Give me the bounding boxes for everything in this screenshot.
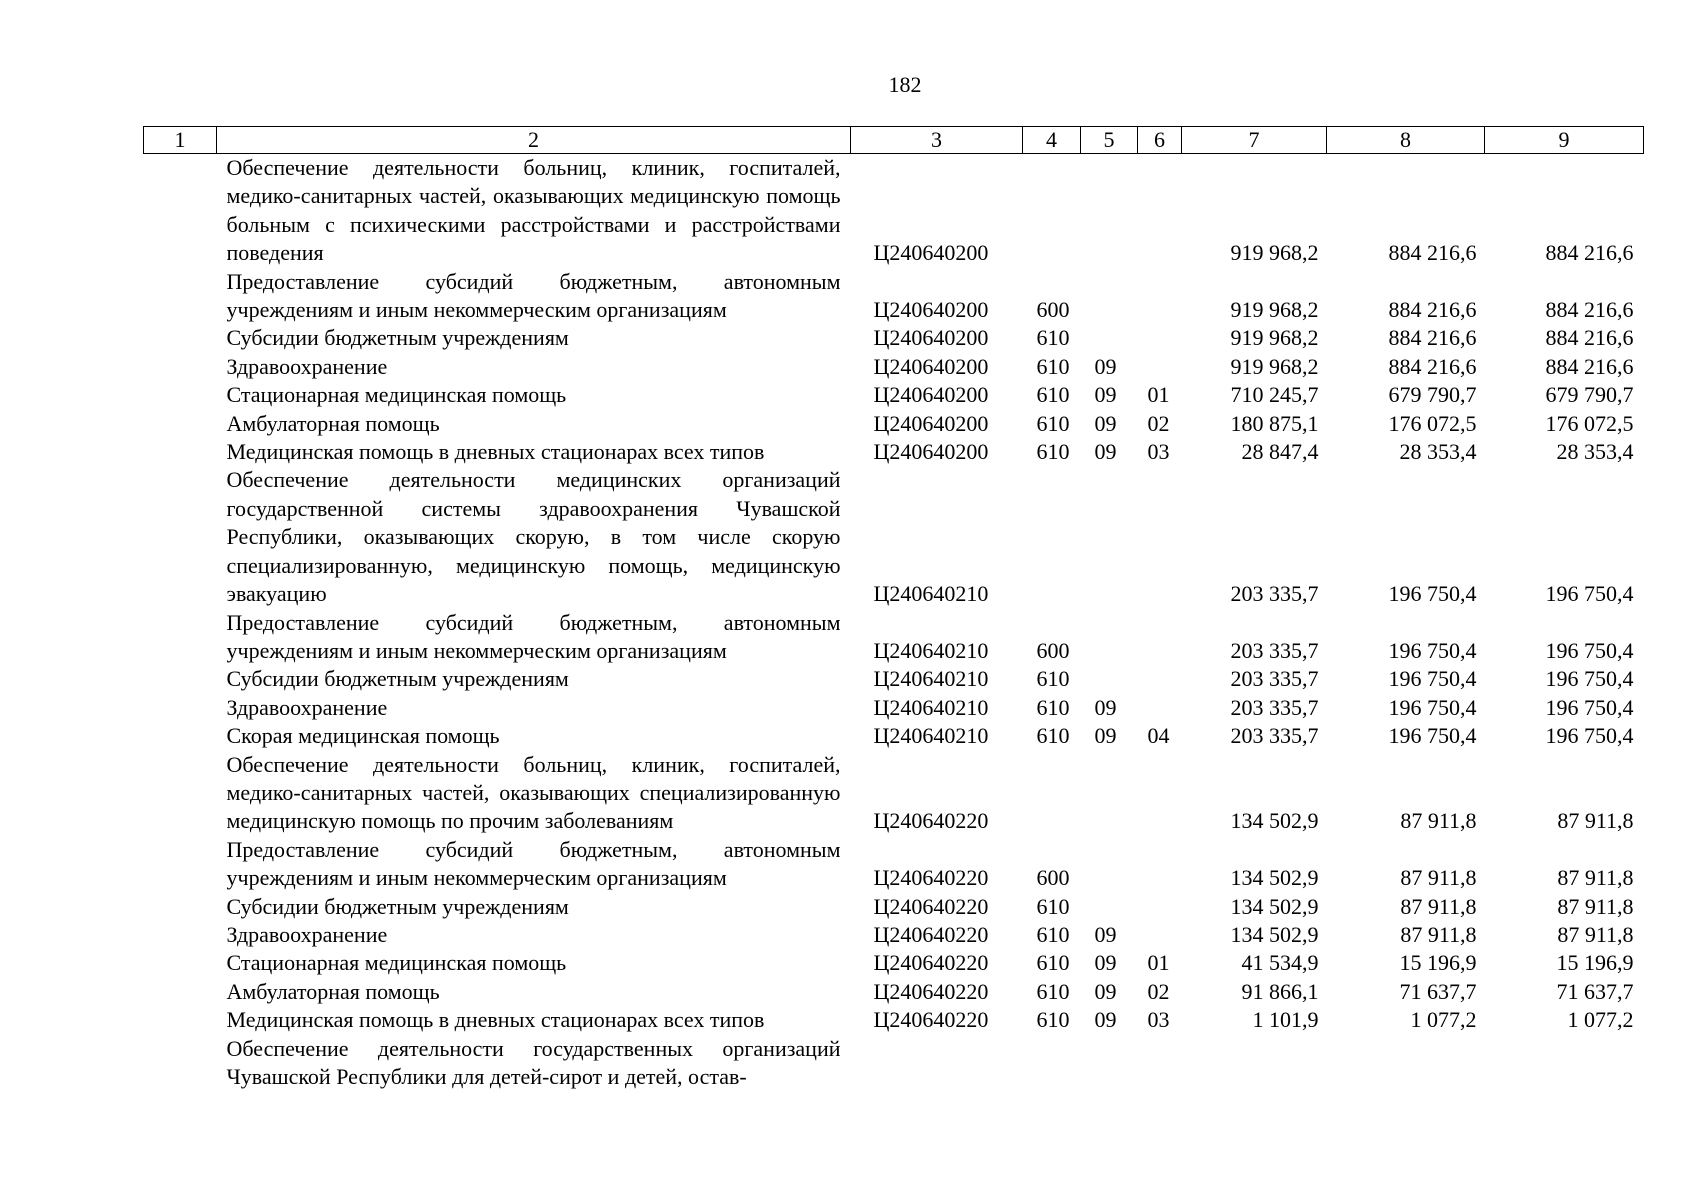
row-col-5 [1081, 324, 1138, 352]
row-description: Стационарная медицинская помощь [226, 950, 567, 976]
row-value-8: 71 637,7 [1399, 978, 1477, 1004]
table-row [144, 893, 1644, 921]
cell-col-1 [144, 410, 217, 438]
row-col-5: 09 [1094, 410, 1117, 436]
row-col-6 [1138, 893, 1182, 921]
row-value-7: 180 875,1 [1230, 410, 1319, 436]
row-col-5 [1081, 893, 1138, 921]
row-col-6: 02 [1147, 978, 1170, 1004]
row-value-9: 87 911,8 [1557, 808, 1634, 834]
row-value-9: 87 911,8 [1557, 893, 1634, 919]
cell-col-1 [144, 1006, 217, 1034]
table-row [144, 1035, 1644, 1092]
row-code: Ц240640210 [873, 723, 989, 749]
row-col-6 [1138, 324, 1182, 352]
page-number: 182 [888, 72, 922, 97]
row-value-7: 919 968,2 [1230, 353, 1319, 379]
row-col-5 [1081, 1035, 1138, 1092]
cell-col-1 [144, 268, 217, 325]
row-value-8: 87 911,8 [1400, 865, 1477, 891]
row-value-8: 87 911,8 [1400, 921, 1477, 947]
header-col-3: 3 [851, 127, 1023, 154]
row-description: Обеспечение деятельности больниц, клиник, госпиталей, медико-санитарных частей, оказывающих специализированную медицинскую помощь по прочим заболеваниям [226, 751, 841, 834]
table-row [144, 978, 1644, 1006]
row-value-7: 203 335,7 [1230, 666, 1319, 692]
row-col-5: 09 [1094, 382, 1117, 408]
row-value-8: 884 216,6 [1388, 325, 1477, 351]
row-value-9: 176 072,5 [1545, 410, 1634, 436]
cell-col-1 [144, 381, 217, 409]
row-col-5 [1081, 609, 1138, 666]
row-value-9: 196 750,4 [1545, 637, 1634, 663]
row-col-4: 610 [1036, 410, 1070, 436]
table-header [144, 127, 1644, 154]
header-col-7: 7 [1182, 127, 1327, 154]
row-col-6 [1138, 353, 1182, 381]
row-col-4: 610 [1036, 921, 1070, 947]
row-code: Ц240640200 [873, 382, 989, 408]
row-description: Амбулаторная помощь [226, 978, 440, 1004]
table-row [144, 466, 1644, 608]
row-code: Ц240640210 [873, 666, 989, 692]
cell-col-1 [144, 438, 217, 466]
row-value-9: 15 196,9 [1556, 950, 1634, 976]
row-description: Амбулаторная помощь [226, 410, 440, 436]
row-value-8: 28 353,4 [1399, 439, 1477, 465]
table-row [144, 1006, 1644, 1034]
cell-col-1 [144, 665, 217, 693]
row-col-4 [1023, 154, 1081, 268]
cell-col-1 [144, 978, 217, 1006]
row-code: Ц240640220 [873, 978, 989, 1004]
row-col-6 [1138, 836, 1182, 893]
row-value-9: 1 077,2 [1567, 1007, 1634, 1033]
row-col-5 [1081, 154, 1138, 268]
header-row [144, 127, 1644, 154]
row-value-8: 15 196,9 [1399, 950, 1477, 976]
row-value-8: 87 911,8 [1400, 808, 1477, 834]
row-col-6: 03 [1147, 1007, 1170, 1033]
row-col-6: 02 [1147, 410, 1170, 436]
row-code: Ц240640210 [873, 694, 989, 720]
row-col-4: 600 [1036, 865, 1070, 891]
row-description: Обеспечение деятельности больниц, клиник, госпиталей, медико-санитарных частей, оказывающих медицинскую помощь больным с психическими расстройствами и расстройствами поведения [226, 155, 841, 266]
row-col-4: 610 [1036, 1007, 1070, 1033]
row-col-4: 610 [1036, 382, 1070, 408]
header-col-6: 6 [1138, 127, 1182, 154]
row-code: Ц240640200 [873, 353, 989, 379]
row-code: Ц240640220 [873, 893, 989, 919]
row-value-8: 176 072,5 [1388, 410, 1477, 436]
table-row [144, 268, 1644, 325]
row-description: Субсидии бюджетным учреждениям [226, 893, 569, 919]
row-code [851, 1035, 1023, 1092]
row-code: Ц240640220 [873, 808, 989, 834]
row-description: Обеспечение деятельности медицинских организаций государственной системы здравоохранения Чувашской Республики, оказывающих скорую, в том числе скорую специализированную, медицинскую помощь, медицинскую эвакуацию [226, 467, 841, 607]
row-value-8: 884 216,6 [1388, 353, 1477, 379]
row-value-9: 196 750,4 [1545, 666, 1634, 692]
row-value-8: 196 750,4 [1388, 694, 1477, 720]
row-code: Ц240640220 [873, 1007, 989, 1033]
row-col-5 [1081, 836, 1138, 893]
budget-table-wrapper [143, 126, 1643, 1091]
row-value-9: 196 750,4 [1545, 694, 1634, 720]
row-col-6 [1138, 466, 1182, 608]
row-description: Предоставление субсидий бюджетным, автономным учреждениям и иным некоммерческим организациям [226, 836, 841, 891]
row-code: Ц240640220 [873, 921, 989, 947]
table-row [144, 921, 1644, 949]
row-value-7: 203 335,7 [1230, 723, 1319, 749]
table-row [144, 751, 1644, 836]
row-col-4 [1023, 751, 1081, 836]
row-value-8: 884 216,6 [1388, 297, 1477, 323]
row-col-4: 610 [1036, 666, 1070, 692]
row-col-4 [1023, 1035, 1081, 1092]
row-col-5: 09 [1094, 950, 1117, 976]
row-col-5: 09 [1094, 978, 1117, 1004]
row-code: Ц240640200 [873, 297, 989, 323]
row-description: Предоставление субсидий бюджетным, автономным учреждениям и иным некоммерческим организациям [226, 609, 841, 663]
row-value-9: 87 911,8 [1557, 865, 1634, 891]
row-col-5: 09 [1094, 439, 1117, 465]
cell-col-1 [144, 154, 217, 268]
row-col-5 [1081, 665, 1138, 693]
table-row [144, 381, 1644, 409]
cell-col-1 [144, 893, 217, 921]
row-col-6 [1138, 751, 1182, 836]
row-code: Ц240640200 [873, 325, 989, 351]
row-value-7: 203 335,7 [1230, 694, 1319, 720]
row-col-4: 610 [1036, 694, 1070, 720]
row-code: Ц240640210 [873, 581, 989, 607]
row-code: Ц240640200 [873, 240, 989, 266]
table-row [144, 722, 1644, 750]
header-col-8: 8 [1327, 127, 1485, 154]
row-col-6: 03 [1147, 439, 1170, 465]
row-value-8: 884 216,6 [1388, 240, 1477, 266]
row-value-7: 134 502,9 [1230, 893, 1319, 919]
row-description: Медицинская помощь в дневных стационарах всех типов [226, 439, 765, 465]
row-value-7: 134 502,9 [1230, 865, 1319, 891]
row-value-9: 28 353,4 [1556, 439, 1634, 465]
row-col-6 [1138, 694, 1182, 722]
row-value-7: 91 866,1 [1241, 978, 1319, 1004]
header-col-9: 9 [1485, 127, 1644, 154]
row-col-4: 610 [1036, 439, 1070, 465]
row-col-5: 09 [1094, 353, 1117, 379]
row-col-5 [1081, 466, 1138, 608]
row-value-9: 196 750,4 [1545, 581, 1634, 607]
row-value-8: 87 911,8 [1400, 893, 1477, 919]
row-code: Ц240640200 [873, 410, 989, 436]
cell-col-1 [144, 694, 217, 722]
row-description: Обеспечение деятельности государственных организаций Чувашской Республики для детей-сирот и детей, остав- [226, 1035, 841, 1089]
row-col-6 [1138, 921, 1182, 949]
row-col-6: 04 [1147, 723, 1170, 749]
row-value-7 [1182, 1035, 1327, 1092]
row-col-4: 600 [1036, 637, 1070, 663]
row-description: Здравоохранение [226, 921, 388, 947]
cell-col-1 [144, 751, 217, 836]
row-col-5 [1081, 751, 1138, 836]
row-value-8: 196 750,4 [1388, 637, 1477, 663]
header-col-1: 1 [144, 127, 217, 154]
row-value-9: 196 750,4 [1545, 723, 1634, 749]
row-col-4: 610 [1036, 723, 1070, 749]
row-code: Ц240640200 [873, 439, 989, 465]
row-col-5: 09 [1094, 723, 1117, 749]
row-value-9: 679 790,7 [1545, 382, 1634, 408]
cell-col-1 [144, 353, 217, 381]
cell-col-1 [144, 949, 217, 977]
row-value-7: 710 245,7 [1230, 382, 1319, 408]
row-description: Здравоохранение [226, 694, 388, 720]
budget-table [143, 126, 1644, 1091]
row-value-9: 884 216,6 [1545, 240, 1634, 266]
table-row [144, 324, 1644, 352]
row-col-6 [1138, 665, 1182, 693]
row-value-9: 884 216,6 [1545, 353, 1634, 379]
table-row [144, 410, 1644, 438]
cell-col-1 [144, 921, 217, 949]
row-col-4: 600 [1036, 297, 1070, 323]
table-row [144, 949, 1644, 977]
row-value-9: 884 216,6 [1545, 297, 1634, 323]
row-col-5: 09 [1094, 921, 1117, 947]
row-description: Здравоохранение [226, 353, 388, 379]
row-value-8: 196 750,4 [1388, 723, 1477, 749]
row-description: Медицинская помощь в дневных стационарах всех типов [226, 1007, 765, 1033]
table-row [144, 694, 1644, 722]
row-col-4: 610 [1036, 893, 1070, 919]
row-col-6: 01 [1147, 950, 1170, 976]
row-code: Ц240640220 [873, 950, 989, 976]
table-row [144, 609, 1644, 666]
row-col-6 [1138, 609, 1182, 666]
row-value-8: 1 077,2 [1410, 1007, 1477, 1033]
row-value-8 [1327, 1035, 1485, 1092]
header-col-4: 4 [1023, 127, 1081, 154]
table-body [144, 154, 1644, 1092]
row-description: Стационарная медицинская помощь [226, 382, 567, 408]
row-description: Субсидии бюджетным учреждениям [226, 325, 569, 351]
row-value-7: 203 335,7 [1230, 637, 1319, 663]
row-col-5: 09 [1094, 1007, 1117, 1033]
row-value-8: 679 790,7 [1388, 382, 1477, 408]
row-value-9: 87 911,8 [1557, 921, 1634, 947]
row-value-7: 1 101,9 [1252, 1007, 1319, 1033]
row-col-4: 610 [1036, 325, 1070, 351]
row-value-9 [1485, 1035, 1644, 1092]
row-value-7: 919 968,2 [1230, 297, 1319, 323]
table-row [144, 438, 1644, 466]
row-col-6: 01 [1147, 382, 1170, 408]
row-col-4: 610 [1036, 978, 1070, 1004]
cell-col-1 [144, 609, 217, 666]
row-col-4: 610 [1036, 950, 1070, 976]
row-value-7: 134 502,9 [1230, 921, 1319, 947]
row-value-7: 28 847,4 [1241, 439, 1319, 465]
row-col-4: 610 [1036, 353, 1070, 379]
row-value-8: 196 750,4 [1388, 666, 1477, 692]
cell-col-1 [144, 722, 217, 750]
table-row [144, 154, 1644, 268]
table-row [144, 836, 1644, 893]
cell-col-1 [144, 324, 217, 352]
row-value-8: 196 750,4 [1388, 581, 1477, 607]
header-col-2: 2 [217, 127, 851, 154]
row-value-7: 919 968,2 [1230, 240, 1319, 266]
row-value-9: 884 216,6 [1545, 325, 1634, 351]
row-col-5 [1081, 268, 1138, 325]
table-row [144, 353, 1644, 381]
row-description: Субсидии бюджетным учреждениям [226, 666, 569, 692]
row-code: Ц240640210 [873, 637, 989, 663]
row-description: Предоставление субсидий бюджетным, автономным учреждениям и иным некоммерческим организациям [226, 268, 841, 323]
cell-col-1 [144, 1035, 217, 1092]
cell-col-1 [144, 836, 217, 893]
row-col-6 [1138, 268, 1182, 325]
row-col-5: 09 [1094, 694, 1117, 720]
row-description: Скорая медицинская помощь [226, 723, 500, 749]
cell-col-1 [144, 466, 217, 608]
row-value-7: 919 968,2 [1230, 325, 1319, 351]
row-value-7: 203 335,7 [1230, 581, 1319, 607]
header-col-5: 5 [1081, 127, 1138, 154]
row-col-6 [1138, 154, 1182, 268]
row-col-4 [1023, 466, 1081, 608]
row-value-9: 71 637,7 [1556, 978, 1634, 1004]
row-code: Ц240640220 [873, 865, 989, 891]
table-row [144, 665, 1644, 693]
row-value-7: 134 502,9 [1230, 808, 1319, 834]
row-col-6 [1138, 1035, 1182, 1092]
row-value-7: 41 534,9 [1241, 950, 1319, 976]
